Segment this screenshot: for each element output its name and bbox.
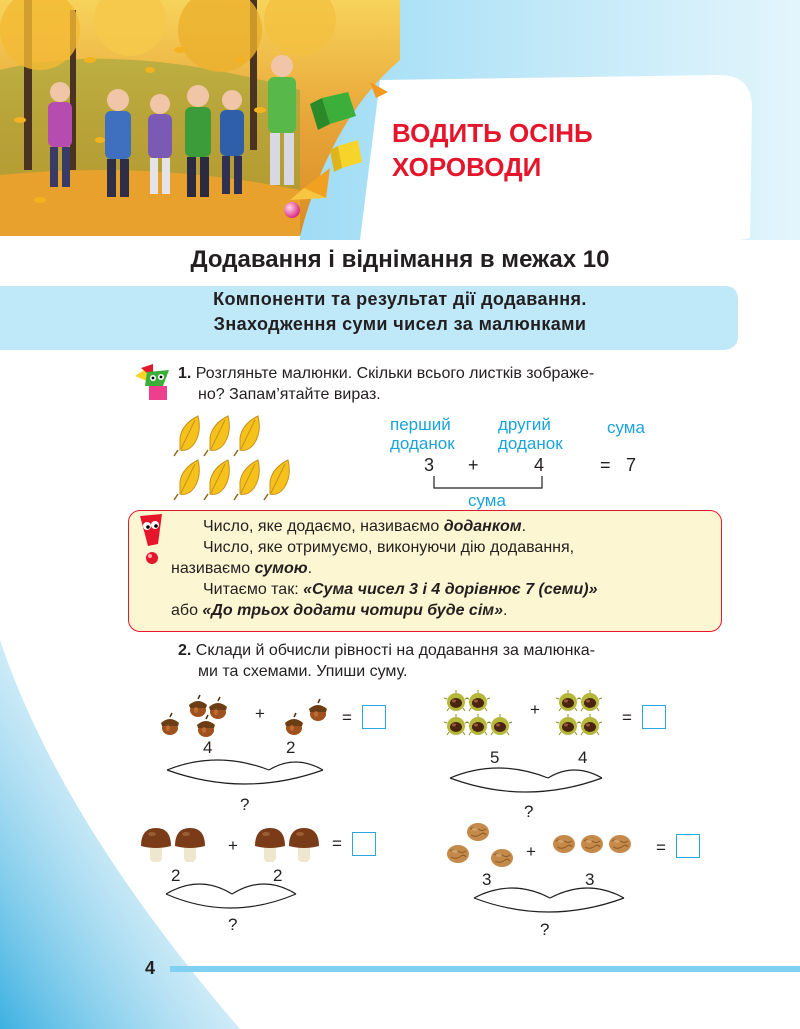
walnuts-b: 3 [585,870,595,889]
chestnut-icon [578,714,602,735]
leaf-icon [204,460,229,500]
chestnuts-scheme [448,764,606,804]
rule-s5-end: . [503,602,508,619]
walnuts-a: 3 [482,870,492,889]
chapter-title-line2: ХОРОВОДИ [392,152,542,182]
walnuts-picture [440,818,644,874]
label-sum-bottom: сума [468,491,506,510]
chapter-title [392,116,722,184]
walnut-icon [447,845,469,863]
exclamation-mascot-icon [136,514,166,566]
mushroom-icon [175,828,205,862]
chestnuts-b: 4 [578,748,588,767]
task1-number: 1. [178,365,192,382]
rule-s2: Число, яке отримуємо, виконуючи дію додавання, [203,539,575,556]
leaf-icon [264,460,289,500]
acorns-question: ? [240,795,250,814]
rule-s3-end: . [307,560,313,577]
rule-s4: Читаємо так: [203,581,304,598]
walnuts-plus: + [526,842,536,861]
expression-eq: = [600,455,611,475]
acorns-eq: = [342,708,352,727]
walnut-icon [467,823,489,841]
acorn-icon [161,713,179,735]
mushroom-icon [255,828,285,862]
acorn-icon [285,713,303,735]
rule-term-sum: сумою [254,560,308,577]
mushrooms-scheme [164,880,300,920]
chestnuts-a: 5 [490,748,500,767]
mushrooms-b: 2 [273,866,283,885]
rule-reading-1: «Сума чисел 3 і 4 дорівнює 7 (семи)» [303,581,598,598]
topic-title-line1: Компоненти та результат дії додавання. [213,289,587,309]
acorns-b: 2 [286,738,296,757]
rule-s3: називаємо [171,560,255,577]
topic-title-line2: Знаходження суми чисел за малюнками [213,314,587,334]
label-sum-top: сума [607,418,645,437]
walnuts-question: ? [540,920,550,939]
task1-text-line2: но? Запам’ятайте вираз. [198,386,381,403]
walnuts-answer-box[interactable] [676,834,700,858]
leaf-icon [234,416,259,456]
walnuts-scheme [472,884,628,924]
label-second-addend-line2: доданок [498,434,563,453]
section-title: Додавання і віднімання в межах 10 [190,246,610,273]
acorn-icon [209,697,227,719]
rule-s1: Число, яке додаємо, називаємо [203,518,444,535]
leaf-icon [174,416,199,456]
expression-b: 4 [534,455,545,475]
chestnut-icon [556,690,580,711]
acorns-plus: + [255,704,265,723]
walnut-icon [609,835,631,853]
acorns-a: 4 [203,738,213,757]
mushroom-icon [141,828,171,862]
chestnuts-plus: + [530,700,540,719]
chestnuts-answer-box[interactable] [642,705,666,729]
sum-bracket [432,476,544,492]
mushrooms-eq: = [332,834,342,853]
mushrooms-answer-box[interactable] [352,832,376,856]
page-number: 4 [145,958,156,978]
task2-number: 2. [178,642,192,659]
topic-title [0,287,800,337]
rule-term-addend: доданком [443,518,522,535]
acorns-answer-box[interactable] [362,705,386,729]
pencil-owl-icon [133,364,175,402]
mushrooms-plus: + [228,836,238,855]
label-first-addend [390,415,455,453]
task2-text-line2: ми та схемами. Упиши суму. [198,663,408,680]
chestnuts-eq: = [622,708,632,727]
decorative-shapes [260,70,400,240]
leaf-icon [174,460,199,500]
walnut-icon [553,835,575,853]
rule-reading-2: «До трьох додати чотири буде сім» [202,602,504,619]
label-second-addend-line1: другий [498,415,551,434]
acorn-icon [309,699,327,721]
task2-text [178,640,768,682]
mushrooms-question: ? [228,915,238,934]
walnut-icon [581,835,603,853]
label-second-addend [498,415,563,453]
label-first-addend-line1: перший [390,415,451,434]
chestnut-icon [488,714,512,735]
task1-text [178,363,768,405]
chestnut-icon [466,690,490,711]
acorns-scheme [165,756,327,796]
rule-text [171,516,716,621]
rule-s5: або [171,602,203,619]
chestnut-icon [556,714,580,735]
acorn-icon [197,715,215,737]
rule-s1-end: . [521,518,527,535]
mushroom-icon [289,828,319,862]
walnuts-eq: = [656,838,666,857]
chapter-title-line1: ВОДИТЬ ОСІНЬ [392,118,593,148]
task1-text-line1: Розгляньте малюнки. Скільки всього листків зображе- [195,365,595,382]
walnut-icon [491,849,513,867]
chestnuts-question: ? [524,802,534,821]
task2-text-line1: Склади й обчисли рівності на додавання за малюнка- [195,642,596,659]
expression-result: 7 [626,455,637,475]
leaves-picture [170,410,290,502]
expression-a: 3 [424,455,435,475]
leaf-icon [234,460,259,500]
leaf-icon [204,416,229,456]
chestnut-icon [444,690,468,711]
mushrooms-a: 2 [171,866,181,885]
chestnut-icon [578,690,602,711]
chestnut-icon [444,714,468,735]
acorn-icon [189,695,207,717]
chestnut-icon [466,714,490,735]
label-first-addend-line2: доданок [390,434,455,453]
expression-plus: + [468,455,479,475]
